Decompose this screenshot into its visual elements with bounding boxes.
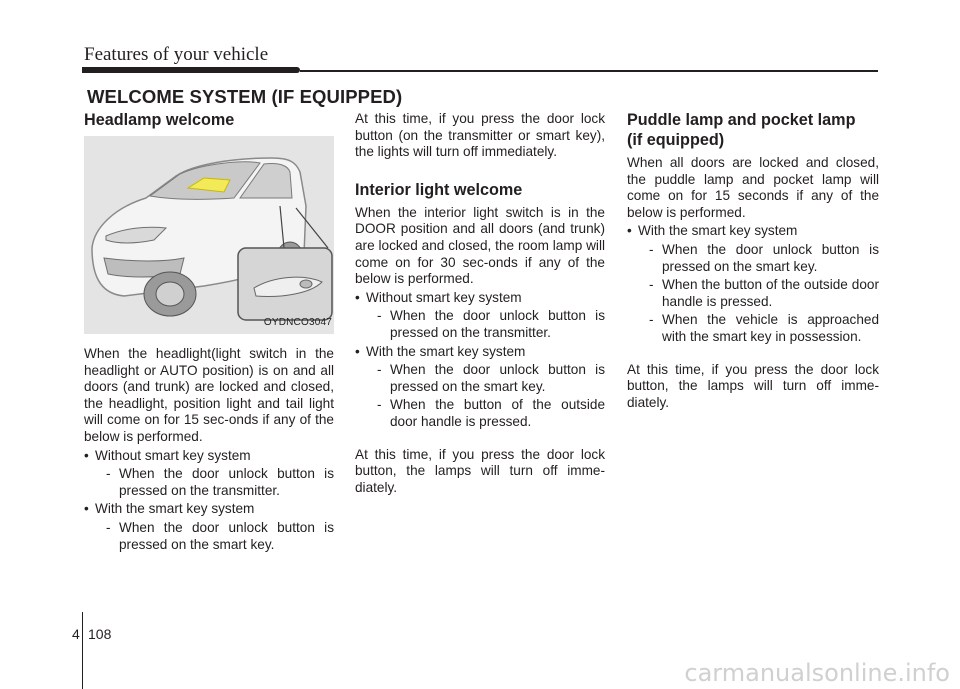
paragraph: When the headlight(light switch in the headlight or AUTO position) is on and all doors (and trunk) are locked and closed, the headlight, position light and tail light will come on for 15 sec-onds if any of the below is performed.	[84, 346, 334, 444]
paragraph: At this time, if you press the door lock button, the lamps will turn off imme-diately.	[355, 446, 605, 495]
dash-item: - When the door unlock button is pressed on the transmitter.	[106, 466, 334, 498]
dash-item: - When the door unlock button is pressed on the smart key.	[106, 519, 334, 552]
bullet-item: • Without smart key system	[355, 290, 605, 307]
dash-item: - When the button of the outside door handle is pressed.	[649, 277, 879, 309]
bullet-item: • Without smart key system	[84, 448, 334, 465]
dash-text: When the door unlock button is pressed on the transmitter.	[390, 308, 605, 340]
dash-item: - When the button of the outside door handle is pressed.	[377, 397, 605, 429]
figure-caption: OYDNCO3047	[263, 317, 332, 329]
dash-item: - When the door unlock button is pressed on the transmitter.	[377, 308, 605, 340]
dash-item: - When the door unlock button is pressed on the smart key.	[377, 362, 605, 394]
paragraph: At this time, if you press the door lock button, the lamps will turn off imme-diately.	[627, 361, 879, 410]
column-headlamp-welcome	[84, 111, 334, 553]
dash-item: - When the vehicle is approached with the smart key in possession.	[649, 312, 879, 344]
footer-divider	[82, 612, 83, 689]
paragraph: When all doors are locked and closed, the puddle lamp and pocket lamp will come on for 15 seconds if any of the below is performed.	[627, 155, 879, 220]
bullet-item: • With the smart key system	[627, 223, 879, 240]
header-rule	[300, 70, 878, 72]
car-drawing	[84, 136, 334, 334]
heading-puddle-lamp-equipped: (if equipped)	[627, 131, 725, 149]
heading-puddle-lamp: Puddle lamp and pocket lamp	[627, 111, 856, 129]
dash-text: When the button of the outside door handle is pressed.	[662, 277, 879, 309]
column-puddle-lamp	[627, 111, 879, 411]
dash-text: When the button of the outside door handle is pressed.	[390, 397, 605, 429]
bullet-item: • With the smart key system	[84, 501, 334, 518]
paragraph: At this time, if you press the door lock button (on the transmitter or smart key), the lights will turn off immediately.	[355, 111, 605, 160]
car-illustration	[84, 136, 334, 334]
column-interior-light	[355, 111, 605, 496]
header-title: Features of your vehicle	[84, 44, 269, 65]
page-number: 108	[88, 626, 112, 642]
watermark: carmanualsonline.info	[684, 659, 950, 687]
chapter-number: 4	[72, 626, 80, 642]
heading-headlamp-welcome: Headlamp welcome	[84, 111, 235, 129]
header-bar	[82, 67, 300, 73]
section-title: WELCOME SYSTEM (IF EQUIPPED)	[87, 86, 403, 107]
dash-item: - When the door unlock button is pressed on the smart key.	[649, 241, 879, 274]
bullet-item: • With the smart key system	[355, 344, 605, 361]
dash-text: When the door unlock button is pressed on the smart key.	[119, 519, 334, 552]
dash-text: When the door unlock button is pressed on the smart key.	[390, 362, 605, 394]
dash-text: When the vehicle is approached with the smart key in possession.	[662, 312, 879, 344]
paragraph: When the interior light switch is in the DOOR position and all doors (and trunk) are locked and closed, the room lamp will come on for 30 sec-onds if any of the below is performed.	[355, 204, 605, 287]
heading-interior-light-welcome: Interior light welcome	[355, 180, 523, 199]
dash-text: When the door unlock button is pressed on the smart key.	[662, 241, 879, 274]
dash-text: When the door unlock button is pressed on the transmitter.	[119, 466, 334, 498]
